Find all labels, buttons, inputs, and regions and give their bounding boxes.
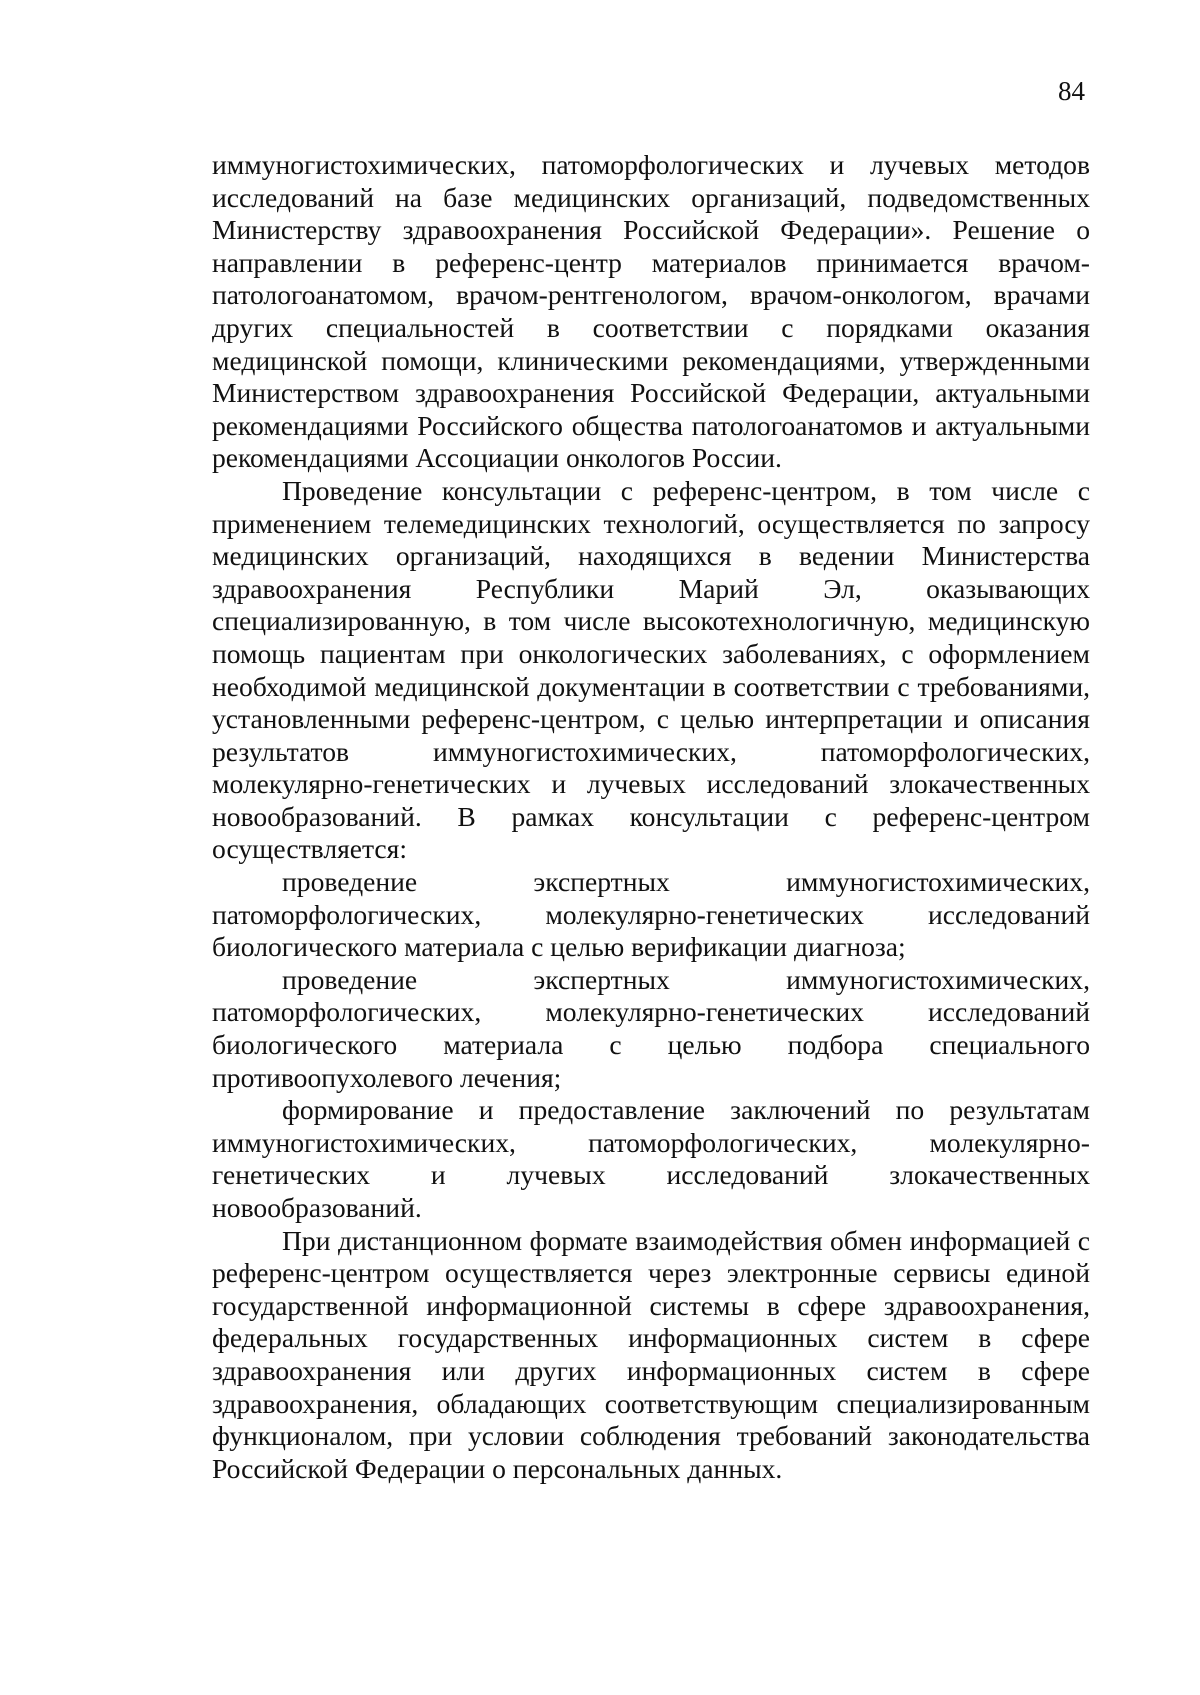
document-body (212, 149, 1090, 1485)
list-item-verification: проведение экспертных иммуногистохимических, патоморфологических, молекулярно-генетических исследований биологического материала с целью верификации диагноза; (212, 866, 1090, 963)
list-item-conclusions: формирование и предоставление заключений по результатам иммуногистохимических, патоморфологических, молекулярно-генетических и лучевых исследований злокачественных новообразований. (212, 1094, 1090, 1223)
list-item-treatment-selection: проведение экспертных иммуногистохимических, патоморфологических, молекулярно-генетических исследований биологического материала с целью подбора специального противоопухолевого лечения; (212, 963, 1090, 1093)
paragraph-remote-format: При дистанционном формате взаимодействия обмен информацией с референс-центром осуществляется через электронные сервисы единой государственной информационной системы в сфере здравоохранения, федеральных государственных информационных систем в сфере здравоохранения или других информационных систем в сфере здравоохранения, обладающих соответствующим специализированным функционалом, при условии соблюдения требований законодательства Российской Федерации о персональных данных. (212, 1224, 1090, 1484)
paragraph-continuation: иммуногистохимических, патоморфологических и лучевых методов исследований на базе медицинских организаций, подведомственных Министерству здравоохранения Российской Федерации». Решение о направлении в референс-центр материалов принимается врачом-патологоанатомом, врачом-рентгенологом, врачом-онкологом, врачами других специальностей в соответствии с порядками оказания медицинской помощи, клиническими рекомендациями, утвержденными Министерством здравоохранения Российской Федерации, актуальными рекомендациями Российского общества патологоанатомов и актуальными рекомендациями Ассоциации онкологов России. (212, 149, 1090, 474)
page-number: 84 (1058, 76, 1085, 106)
paragraph-consultation: Проведение консультации с референс-центром, в том числе с применением телемедицинских технологий, осуществляется по запросу медицинских организаций, находящихся в ведении Министерства здравоохранения Республики Марий Эл, оказывающих специализированную, в том числе высокотехнологичную, медицинскую помощь пациентам при онкологических заболеваниях, с оформлением необходимой медицинской документации в соответствии с требованиями, установленными референс-центром, с целью интерпретации и описания результатов иммуногистохимических, патоморфологических, молекулярно-генетических и лучевых исследований злокачественных новообразований. В рамках консультации с референс-центром осуществляется: (212, 474, 1090, 865)
